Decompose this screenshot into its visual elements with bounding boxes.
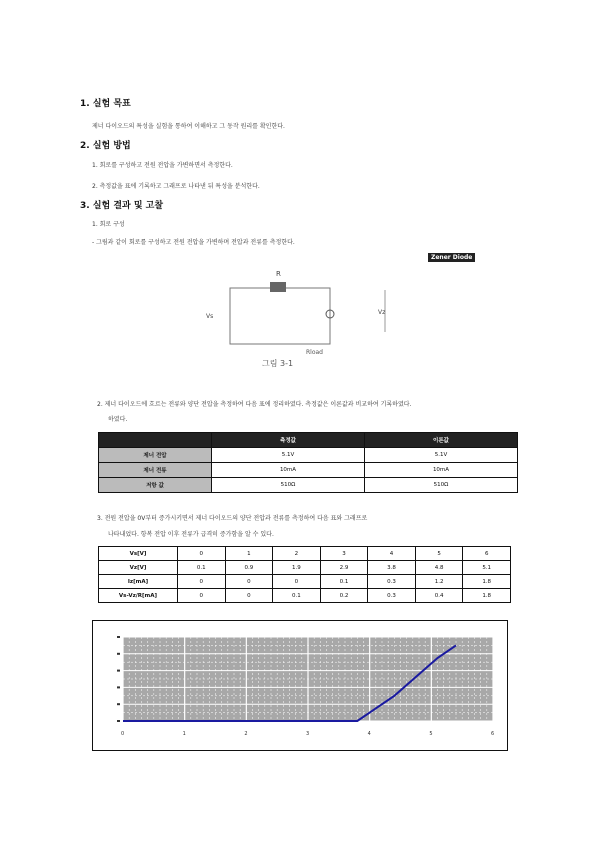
circuit-diagram [200, 262, 410, 372]
table1-row-head: 제너 전류 [99, 463, 212, 478]
table1-cell: 510Ω [365, 478, 518, 493]
table1-row-head: 제너 전압 [99, 448, 212, 463]
section2-line-1: 1. 회로를 구성하고 전원 전압을 가변하면서 측정한다. [92, 162, 233, 169]
table1-header-cell: 이론값 [365, 433, 518, 448]
para3-line-2: 나타내었다. 항복 전압 이후 전류가 급격히 증가함을 알 수 있다. [108, 531, 274, 538]
x-tick-label: 1 [182, 731, 186, 737]
table2-cell: 0 [225, 589, 273, 603]
label-vs: Vs [206, 313, 214, 320]
x-tick-label: 2 [244, 731, 248, 737]
table1-cell: 5.1V [365, 448, 518, 463]
y-tick-mark [117, 670, 120, 672]
table2-cell: 1.8 [463, 589, 511, 603]
table2-cell: 1.8 [463, 575, 511, 589]
x-tick-label: 4 [367, 731, 371, 737]
table2-row-head: Vs[V] [99, 547, 178, 561]
para2-line-1: 2. 제너 다이오드에 흐르는 전류와 양단 전압을 측정하여 다음 표에 정리하였다. 측정값은 이론값과 비교하여 기록하였다. [97, 401, 412, 408]
y-tick-mark [117, 636, 120, 638]
table2-cell: 0.2 [320, 589, 368, 603]
table2-row-head: Vz[V] [99, 561, 178, 575]
table1-cell: 10mA [212, 463, 365, 478]
table2-cell: 0.4 [415, 589, 463, 603]
y-tick-mark [117, 686, 120, 688]
table2-cell: 0 [178, 575, 226, 589]
table-row [99, 463, 518, 478]
table2-row-head: Vs-Vz/R[mA] [99, 589, 178, 603]
table1-header-cell: 측정값 [212, 433, 365, 448]
table2-cell: 5 [415, 547, 463, 561]
y-tick-mark [117, 653, 120, 655]
table2-row-head: Iz[mA] [99, 575, 178, 589]
table2-cell: 0 [225, 575, 273, 589]
table2-cell: 1 [225, 547, 273, 561]
table2-cell: 5.1 [463, 561, 511, 575]
table-row [99, 589, 511, 603]
para3-line-1: 3. 전원 전압을 0V부터 증가시키면서 제너 다이오드의 양단 전압과 전류를 측정하여 다음 표와 그래프로 [97, 515, 368, 522]
table2-cell: 2.9 [320, 561, 368, 575]
table2-cell: 0 [178, 589, 226, 603]
table2-cell: 4.8 [415, 561, 463, 575]
table1-cell: 510Ω [212, 478, 365, 493]
table2-cell: 2 [273, 547, 321, 561]
figure-caption: 그림 3-1 [262, 359, 294, 368]
x-tick-label: 5 [429, 731, 433, 737]
section2-heading: 2. 실험 방법 [80, 141, 131, 151]
section3-line-2: - 그림과 같이 회로를 구성하고 전원 전압을 가변하며 전압과 전류를 측정한다. [92, 239, 295, 246]
table1-header-cell [99, 433, 212, 448]
zener-tag: Zener Diode [428, 253, 475, 262]
section1-line: 제너 다이오드의 특성을 실험을 통하여 이해하고 그 동작 원리를 확인한다. [92, 123, 285, 130]
table2-cell: 0 [178, 547, 226, 561]
para2-line-2: 하였다. [108, 416, 128, 423]
table2 [98, 546, 511, 603]
section1-heading: 1. 실험 목표 [80, 99, 131, 109]
table-row [99, 448, 518, 463]
table1-header-row [99, 433, 518, 448]
table2-cell: 6 [463, 547, 511, 561]
circuit-loop [230, 288, 330, 344]
table2-cell: 0.3 [368, 589, 416, 603]
table1-cell: 5.1V [212, 448, 365, 463]
table2-cell: 0 [273, 575, 321, 589]
resistor-symbol [270, 282, 286, 292]
table2-cell: 0.1 [178, 561, 226, 575]
table-row [99, 575, 511, 589]
table2-cell: 0.1 [320, 575, 368, 589]
table-row [99, 547, 511, 561]
table-row [99, 561, 511, 575]
table2-cell: 0.1 [273, 589, 321, 603]
table1-cell: 10mA [365, 463, 518, 478]
section3-heading: 3. 실험 결과 및 고찰 [80, 201, 164, 211]
table2-cell: 3.8 [368, 561, 416, 575]
table2-cell: 0.3 [368, 575, 416, 589]
label-rload: Rload [306, 349, 323, 356]
label-vz: Vz [378, 309, 386, 316]
x-tick-label: 0 [121, 731, 125, 737]
table2-cell: 3 [320, 547, 368, 561]
table2-cell: 1.2 [415, 575, 463, 589]
x-tick-label: 3 [306, 731, 310, 737]
table2-cell: 0.9 [225, 561, 273, 575]
zener-iv-chart [93, 621, 507, 750]
table1-row-head: 저항 값 [99, 478, 212, 493]
table-row [99, 478, 518, 493]
section3-line-1: 1. 회로 구성 [92, 221, 125, 228]
y-tick-mark [117, 703, 120, 705]
table2-cell: 1.9 [273, 561, 321, 575]
section2-line-2: 2. 측정값을 표에 기록하고 그래프로 나타낸 뒤 특성을 분석한다. [92, 183, 260, 190]
table2-cell: 4 [368, 547, 416, 561]
table1 [98, 432, 518, 493]
x-tick-label: 6 [491, 731, 495, 737]
y-tick-mark [117, 720, 120, 722]
chart-frame [92, 620, 508, 751]
label-r: R [276, 270, 281, 278]
